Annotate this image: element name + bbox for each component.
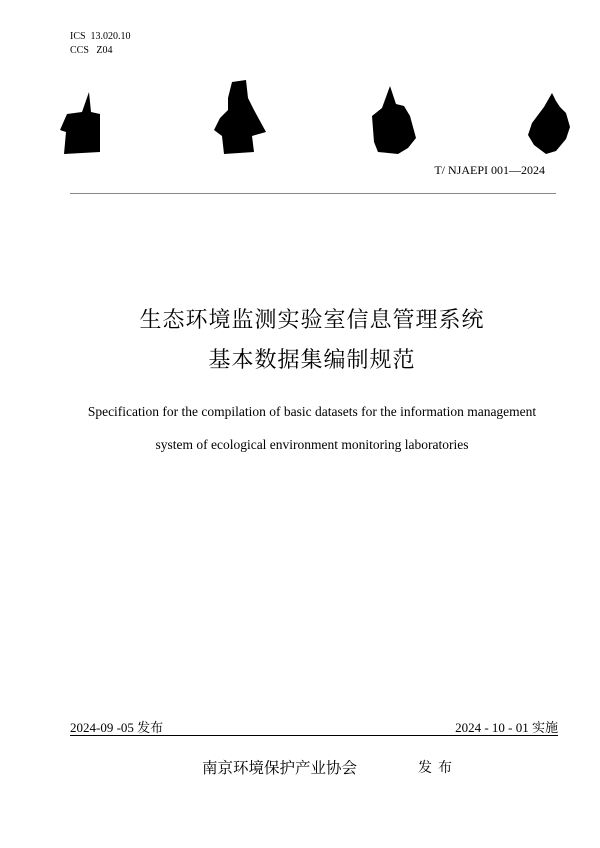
publisher-name: 南京环境保护产业协会: [202, 759, 358, 777]
issue-date: 2024-09 -05 发布: [70, 720, 164, 735]
chinese-title-line-1: 生态环境监测实验室信息管理系统: [139, 308, 485, 333]
english-title-line-1: Specification for the compilation of basic datasets for the information management: [87, 404, 537, 419]
redaction-mark-4: [526, 93, 572, 154]
header-divider: [70, 193, 556, 194]
ics-code: ICS 13.020.10: [70, 31, 131, 42]
english-title-line-2: system of ecological environment monitoring laboratories: [155, 437, 469, 452]
standard-number: T/ NJAEPI 001—2024: [434, 163, 545, 177]
implementation-date: 2024 - 10 - 01 实施: [455, 720, 558, 735]
redaction-mark-3: [368, 86, 418, 154]
redaction-mark-2: [212, 80, 268, 154]
footer-divider: [70, 735, 558, 736]
redaction-mark-1: [60, 92, 104, 154]
publish-label: 发布: [418, 760, 458, 776]
chinese-title-line-2: 基本数据集编制规范: [208, 348, 416, 373]
ccs-code: CCS Z04: [70, 45, 113, 56]
